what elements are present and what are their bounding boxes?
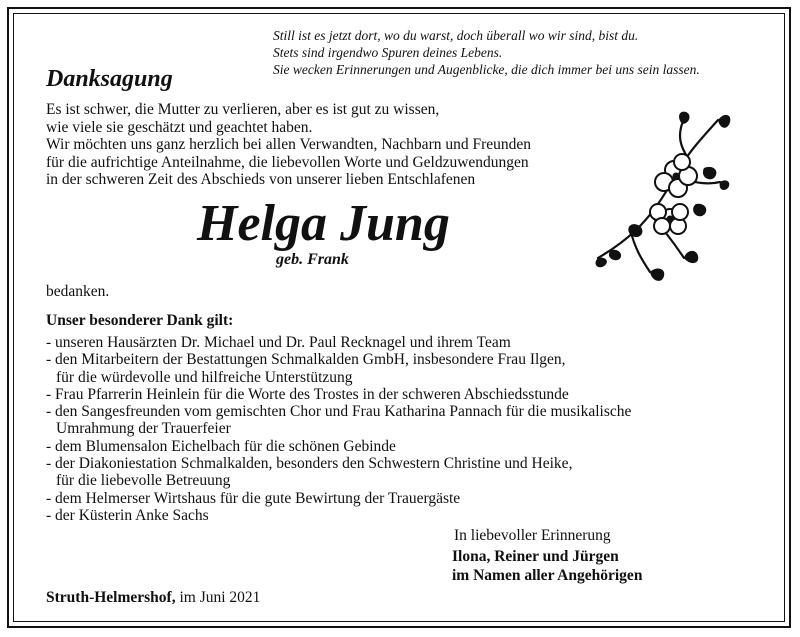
intro-line: für die aufrichtige Anteilnahme, die liebevollen Worte und Geldzuwendungen — [46, 153, 529, 171]
list-item: - der Diakoniestation Schmalkalden, besonders den Schwestern Christine und Heike, — [46, 455, 573, 473]
list-item-continuation: Umrahmung der Trauerfeier — [56, 420, 231, 438]
date: im Juni 2021 — [179, 589, 261, 606]
signer-line: Ilona, Reiner und Jürgen — [452, 548, 619, 565]
memory-line: In liebevoller Erinnerung — [454, 527, 611, 544]
thanks-list — [46, 334, 631, 524]
intro-line: in der schweren Zeit des Abschieds von unserer lieben Entschlafenen — [46, 171, 476, 188]
flower-branch-icon — [592, 108, 732, 290]
list-item-continuation: für die liebevolle Betreuung — [56, 472, 231, 490]
motto-line: Stets sind irgendwo Spuren deines Lebens. — [273, 45, 503, 60]
place-date — [46, 589, 260, 607]
motto — [273, 27, 700, 78]
birth-name: geb. Frank — [276, 251, 349, 268]
signers — [452, 547, 642, 585]
motto-line: Sie wecken Erinnerungen und Augenblicke, die dich immer bei uns sein lassen. — [273, 62, 700, 77]
motto-line: Still ist es jetzt dort, wo du warst, doch überall wo wir sind, bist du. — [273, 28, 639, 43]
list-item: - den Sangesfreunden vom gemischten Chor und Frau Katharina Pannach für die musikalische — [46, 403, 632, 421]
list-item: - dem Helmerser Wirtshaus für die gute Bewirtung der Trauergäste — [46, 489, 461, 507]
thanks-word: bedanken. — [46, 283, 110, 300]
intro-line: Wir möchten uns ganz herzlich bei allen Verwandten, Nachbarn und Freunden — [46, 136, 532, 153]
list-item: - Frau Pfarrerin Heinlein für die Worte des Trostes in der schweren Abschiedsstunde — [46, 385, 569, 403]
intro-line: Es ist schwer, die Mutter zu verlieren, aber es ist gut zu wissen, — [46, 101, 440, 118]
signer-line: im Namen aller Angehörigen — [452, 567, 643, 584]
intro-text — [46, 101, 531, 189]
special-thanks-heading: Unser besonderer Dank gilt: — [46, 312, 234, 329]
list-item-continuation: für die würdevolle und hilfreiche Unterstützung — [56, 368, 353, 386]
list-item: - dem Blumensalon Eichelbach für die schönen Gebinde — [46, 437, 396, 455]
list-item: - der Küsterin Anke Sachs — [46, 506, 209, 524]
notice-title: Danksagung — [46, 66, 173, 92]
deceased-name: Helga Jung — [197, 195, 450, 252]
place-name: Struth-Helmershof, — [46, 589, 176, 606]
list-item: - unseren Hausärzten Dr. Michael und Dr. Paul Recknagel und ihrem Team — [46, 334, 511, 351]
list-item: - den Mitarbeitern der Bestattungen Schmalkalden GmbH, insbesondere Frau Ilgen, — [46, 351, 566, 369]
intro-line: wie viele sie geschätzt und geachtet haben. — [46, 118, 313, 136]
